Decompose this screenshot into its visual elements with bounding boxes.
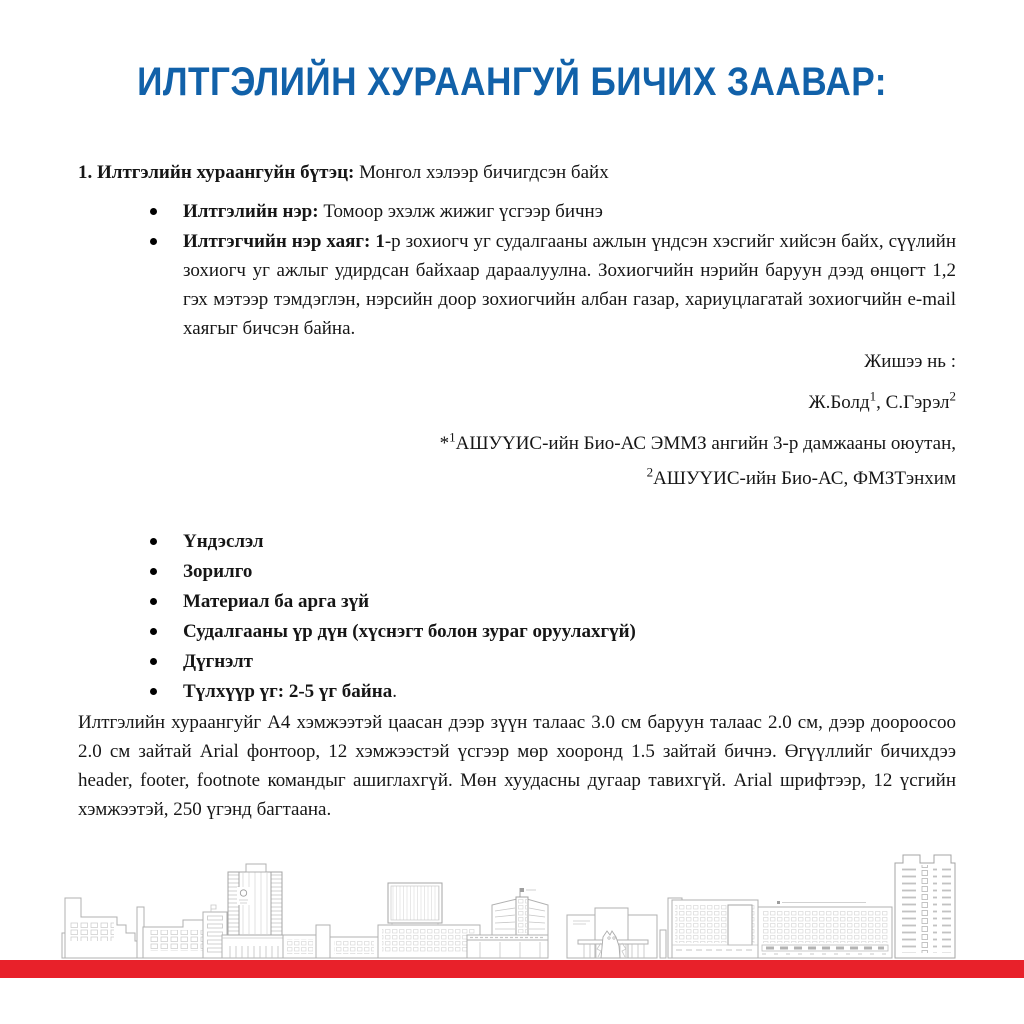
example-affiliation-2 [78, 464, 956, 493]
city-skyline-illustration [0, 845, 1024, 960]
affiliation-asterisk: * [439, 433, 450, 454]
list-item [183, 197, 956, 226]
list-item [183, 677, 956, 706]
bullet-text: -р зохиогч уг судалгааны ажлын үндсэн хэсгийг хийсэн байх, сүүлийн зохиогч уг ажлыг удирдсан байхаар дараалуулна. Зохиогчийн нэрийн баруун дээд өнцөгт 1,2 гэх мэтээр тэмдэглэн, нэрсийн доор зохиогчийн албан газар, хариуцлагатай зохиогчийн e-mail хаягыг бичсэн байна. [183, 231, 956, 339]
bullet-text: . [392, 681, 397, 702]
bullet-bold: Зорилго [183, 561, 253, 582]
example-label: Жишээ нь : [864, 351, 956, 372]
list-item [183, 227, 956, 343]
author-name: Ж.Болд [808, 392, 870, 413]
affiliation-text: АШУҮИС-ийн Био-АС ЭММЗ ангийн 3-р дамжааны оюутан, [455, 433, 956, 454]
bullet-bold: Судалгааны үр дүн (хүснэгт болон зураг оруулахгүй) [183, 621, 636, 642]
closing-paragraph: Илтгэлийн хураангуйг А4 хэмжээтэй цаасан дээр зүүн талаас 3.0 см баруун талаас 2.0 см, дээр доороосоо 2.0 см зайтай Arial фонтоор, 12 хэмжээстэй үсгээр мөр хооронд 1.5 зайтай бичнэ. Өгүүллийг бичихдээ header, footer, footnote командыг ашиглахгүй. Мөн хуудасны дугаар тавихгүй. Arial шрифтээр, 12 үсгийн хэмжээтэй, 250 үгэнд багтаана. [78, 712, 956, 820]
structure-bullet-list [78, 197, 956, 343]
list-item [183, 557, 956, 586]
author-name: С.Гэрэл [885, 392, 950, 413]
author-separator: , [876, 392, 886, 413]
list-item [183, 527, 956, 556]
bullet-bold: Дүгнэлт [183, 651, 254, 672]
bullet-bold: Үндэслэл [183, 531, 264, 552]
intro-text: Монгол хэлээр бичигдсэн байх [354, 162, 609, 183]
page-title [0, 60, 1024, 105]
affiliation-text: АШУҮИС-ийн Био-АС, ФМЗТэнхим [653, 468, 956, 489]
bullet-bold: Илтгэгчийн нэр хаяг: 1 [183, 231, 385, 252]
affiliation-superscript: 1 [449, 429, 456, 445]
list-item [183, 587, 956, 616]
affiliation-superscript: 2 [646, 464, 654, 480]
document-body [78, 158, 956, 824]
page-title-text: ИЛТГЭЛИЙН ХУРААНГУЙ БИЧИХ ЗААВАР: [137, 60, 887, 104]
intro-paragraph [78, 158, 956, 187]
content-bullet-list [78, 527, 956, 706]
footer-red-bar [0, 960, 1024, 978]
author-superscript: 2 [949, 388, 956, 404]
example-authors [78, 388, 956, 417]
list-item [183, 647, 956, 676]
list-item [183, 617, 956, 646]
intro-bold: 1. Илтгэлийн хураангуйн бүтэц: [78, 162, 355, 183]
example-affiliation-1 [78, 429, 956, 458]
bullet-text: Томоор эхэлж жижиг үсгээр бичнэ [318, 201, 603, 222]
author-superscript: 1 [869, 388, 877, 404]
bullet-bold: Илтгэлийн нэр: [183, 201, 319, 222]
bullet-bold: Материал ба арга зүй [183, 591, 370, 612]
bullet-bold: Түлхүүр үг: 2-5 үг байна [183, 681, 393, 702]
